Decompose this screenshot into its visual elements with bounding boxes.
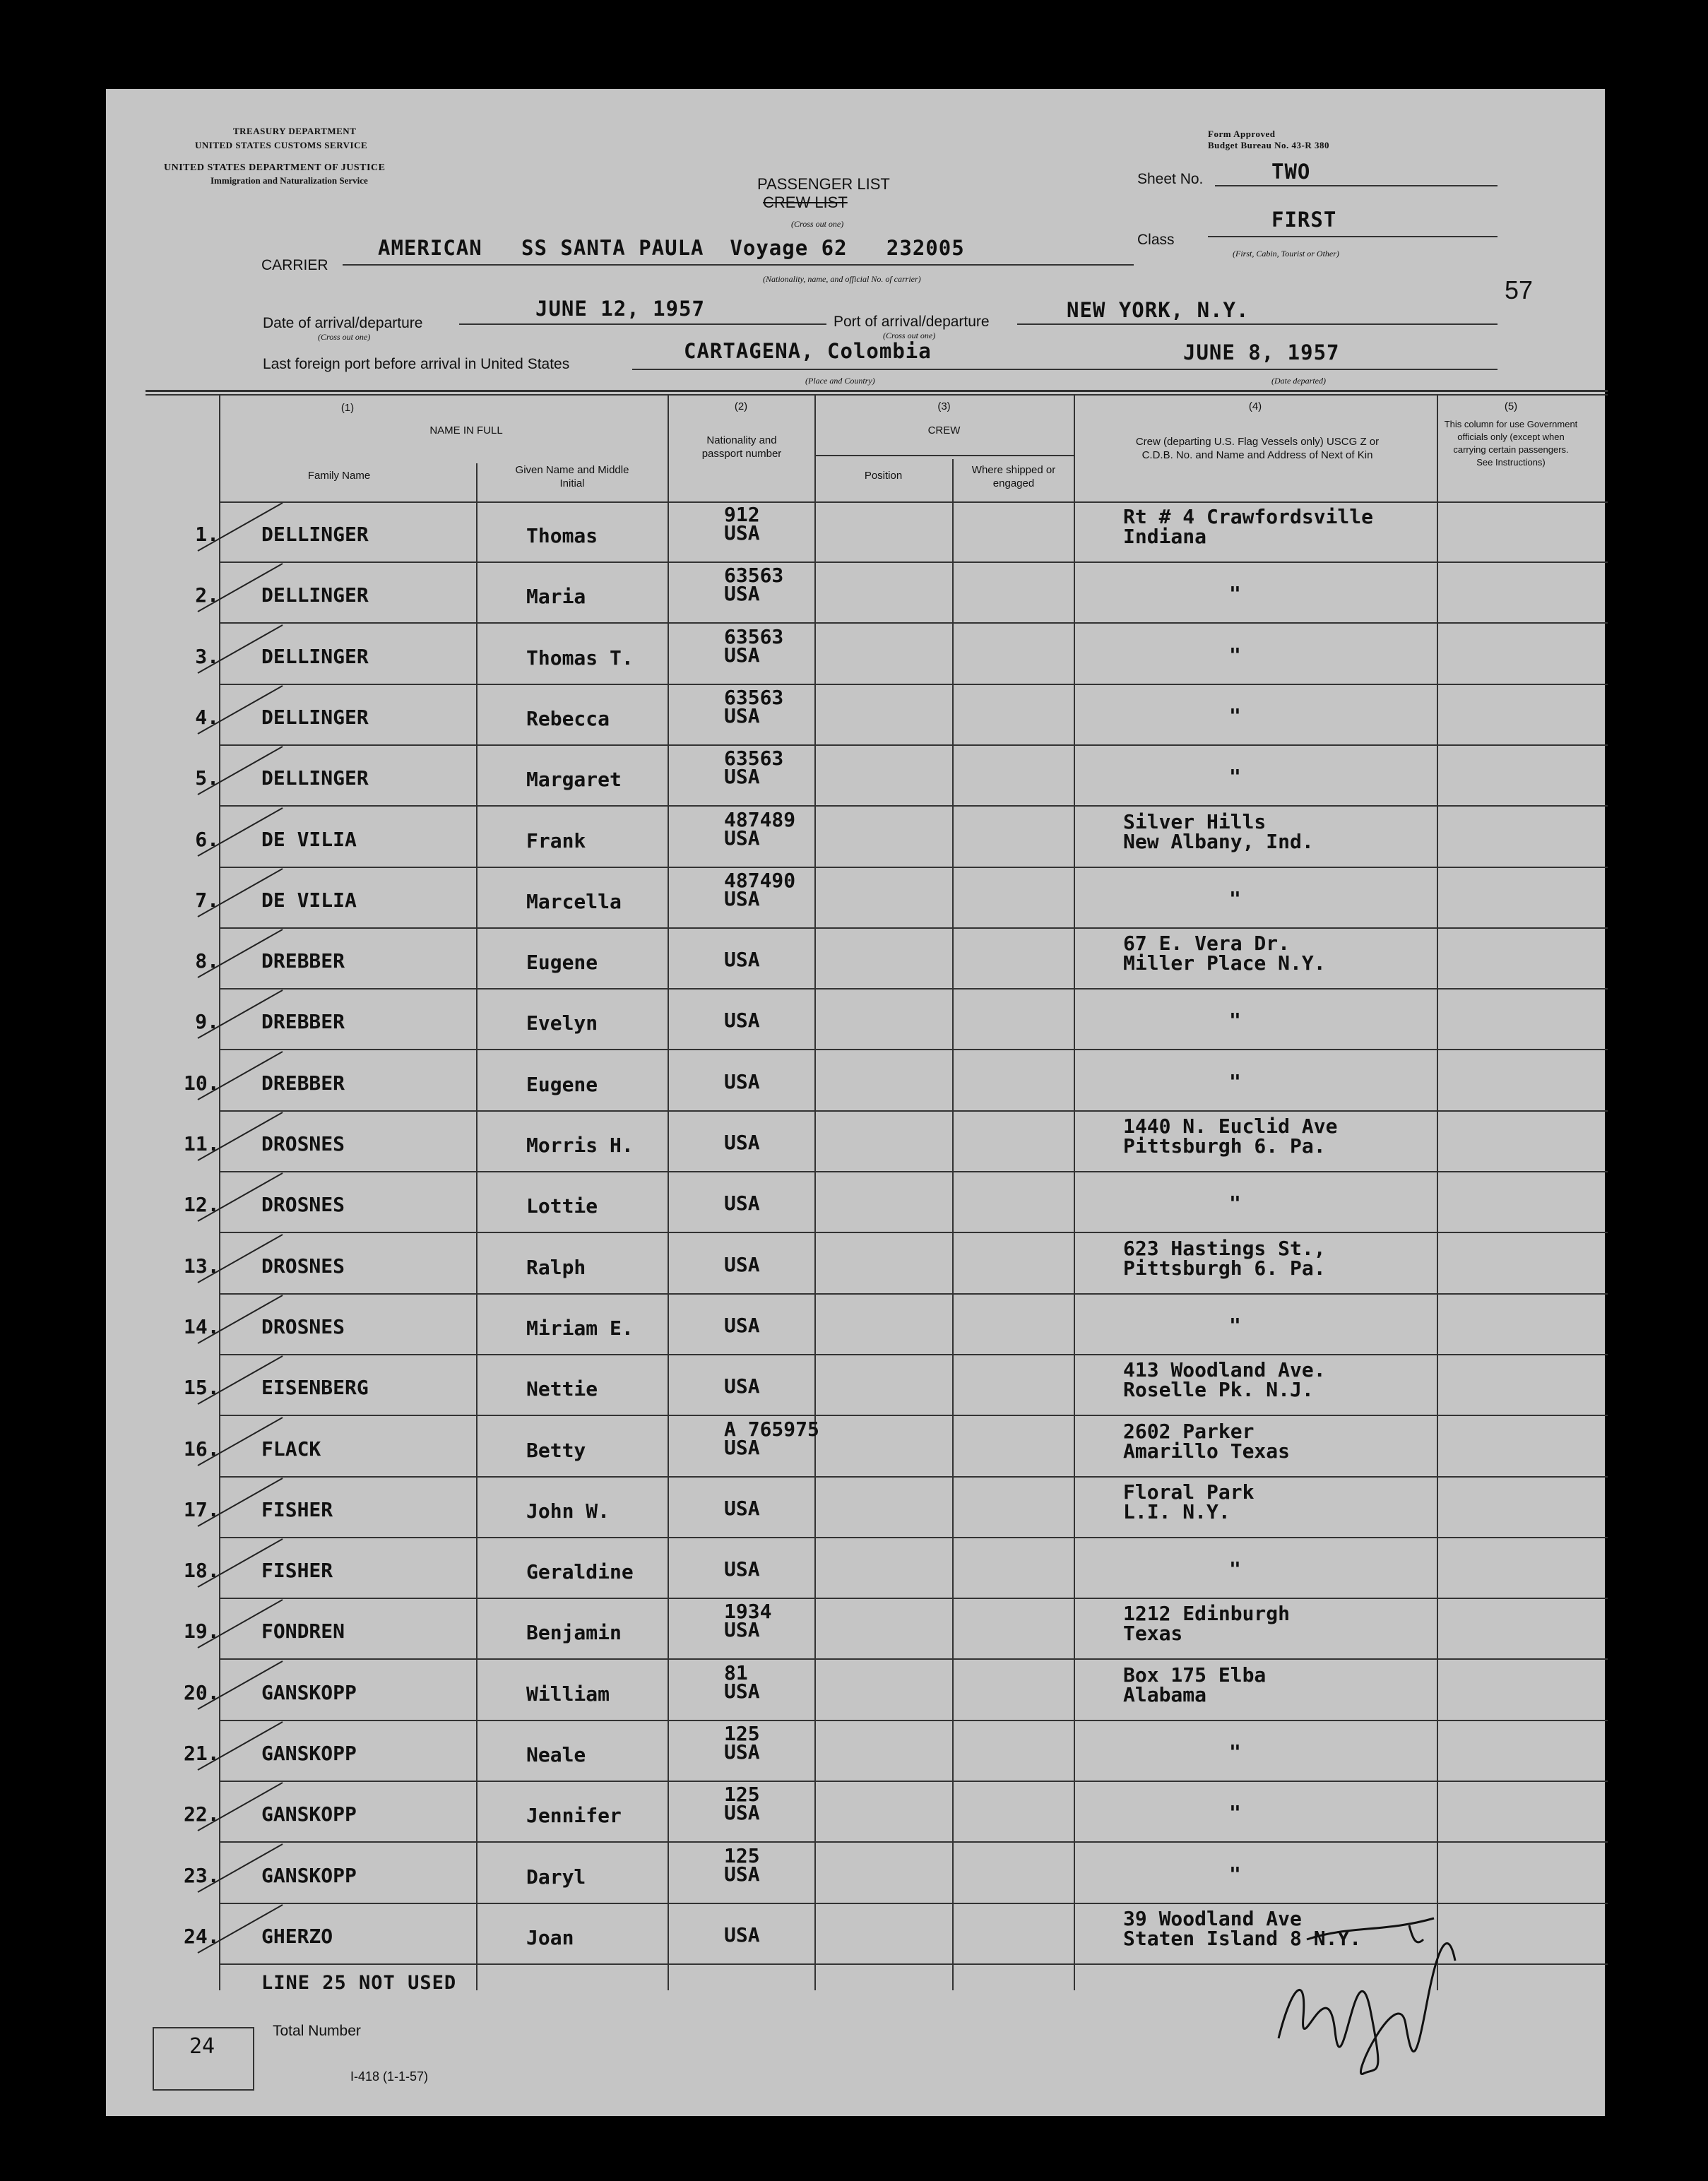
family-name-cell: DROSNES — [261, 1314, 345, 1338]
next-of-kin-address-line-1: 1212 Edinburgh — [1123, 1602, 1291, 1626]
passport-number-cell: 63563 — [724, 624, 784, 648]
row-number: 22. — [184, 1802, 220, 1826]
check-mark-icon — [191, 1715, 290, 1778]
sheet-value: TWO — [1271, 160, 1311, 184]
total-value: 24 — [189, 2034, 215, 2059]
check-mark-icon — [191, 1105, 290, 1169]
given-name-cell: Frank — [526, 828, 586, 852]
next-of-kin-address-line-2: Alabama — [1123, 1682, 1207, 1706]
row-number: 15. — [184, 1376, 220, 1400]
passport-number-cell: 912 — [724, 503, 760, 526]
family-name-cell: FONDREN — [261, 1620, 345, 1644]
where-shipped-header: Where shipped or engaged — [971, 464, 1056, 489]
crew-list-title: CREW LIST — [763, 194, 848, 211]
col4-title: Crew (departing U.S. Flag Vessels only) USCG Z or C.D.B. No. and Name and Address of Next of Kin — [1135, 436, 1380, 461]
given-name-cell: Rebecca — [526, 706, 610, 730]
row-number: 7. — [195, 888, 219, 912]
agency-line-4: Immigration and Naturalization Service — [210, 175, 368, 186]
given-name-cell: Betty — [526, 1438, 586, 1462]
ditto-mark: " — [1229, 1740, 1241, 1764]
row-number: 3. — [195, 644, 219, 668]
ditto-mark: " — [1229, 1862, 1241, 1886]
row-number: 5. — [195, 766, 219, 790]
row-number: 12. — [184, 1193, 220, 1217]
given-name-cell: Marcella — [526, 889, 622, 913]
ditto-mark: " — [1229, 1313, 1241, 1337]
next-of-kin-address-line-2: Texas — [1123, 1622, 1183, 1646]
passport-number-cell: 63563 — [724, 685, 784, 709]
nationality-cell: USA — [724, 1374, 760, 1398]
given-name-cell: Benjamin — [526, 1621, 622, 1645]
ditto-mark: " — [1229, 1009, 1241, 1033]
family-name-cell: GANSKOPP — [261, 1680, 357, 1704]
family-name-cell: DELLINGER — [261, 583, 369, 607]
given-name-cell: Jennifer — [526, 1804, 622, 1828]
total-box — [153, 2027, 254, 2091]
row-number: 8. — [195, 949, 219, 973]
family-name-cell: DELLINGER — [261, 523, 369, 546]
check-mark-icon — [191, 618, 290, 682]
table-row — [106, 989, 1605, 1050]
col5-title: This column for use Government officials only (except when carrying certain passengers. See Instructions) — [1444, 419, 1578, 468]
given-name-cell: Morris H. — [526, 1134, 634, 1157]
nationality-cell: USA — [724, 1801, 760, 1825]
ditto-mark: " — [1229, 1557, 1241, 1581]
col2-title: Nationality and passport number — [701, 434, 782, 460]
row-number: 4. — [195, 705, 219, 729]
check-mark-icon — [191, 1288, 290, 1352]
family-name-cell: DROSNES — [261, 1132, 345, 1155]
next-of-kin-address-line-1: 413 Woodland Ave. — [1123, 1358, 1326, 1382]
row-number: 14. — [184, 1314, 220, 1338]
given-name-cell: Maria — [526, 585, 586, 609]
next-of-kin-address-line-1: 39 Woodland Ave — [1123, 1906, 1302, 1930]
nationality-cell: USA — [724, 1740, 760, 1764]
table-row — [106, 684, 1605, 745]
last-port-value: CARTAGENA, Colombia — [684, 339, 932, 363]
passport-number-cell: 63563 — [724, 747, 784, 771]
carrier-note: (Nationality, name, and official No. of carrier) — [763, 274, 921, 284]
check-mark-icon — [191, 862, 290, 925]
nationality-cell: USA — [724, 886, 760, 910]
check-mark-icon — [191, 557, 290, 620]
form-number: I-418 (1-1-57) — [350, 2069, 429, 2084]
passport-number-cell: 487489 — [724, 807, 796, 831]
agency-line-2: UNITED STATES CUSTOMS SERVICE — [195, 140, 368, 150]
table-row — [106, 1294, 1605, 1355]
nationality-cell: USA — [724, 1069, 760, 1093]
given-name-cell: William — [526, 1682, 610, 1706]
class-label: Class — [1137, 232, 1175, 248]
col3-title: CREW — [927, 424, 961, 436]
table-row — [106, 745, 1605, 806]
date-note: (Cross out one) — [318, 332, 371, 342]
check-mark-icon — [191, 1654, 290, 1718]
sheet-label: Sheet No. — [1137, 171, 1204, 187]
signature — [1264, 1897, 1476, 2095]
family-name-cell: DREBBER — [261, 1071, 345, 1095]
family-name-cell: GHERZO — [261, 1924, 333, 1948]
nationality-cell: USA — [724, 1923, 760, 1947]
ditto-mark: " — [1229, 1069, 1241, 1093]
check-mark-icon — [191, 1045, 290, 1108]
given-name-cell: Miriam E. — [526, 1316, 634, 1340]
given-name-cell: Margaret — [526, 768, 622, 792]
table-row — [106, 1781, 1605, 1842]
given-name-cell: John W. — [526, 1499, 610, 1523]
family-name-cell: FISHER — [261, 1559, 333, 1583]
row-number: 20. — [184, 1680, 220, 1704]
nationality-cell: USA — [724, 765, 760, 789]
last-port-label: Last foreign port before arrival in United States — [263, 356, 570, 372]
ditto-mark: " — [1229, 643, 1241, 667]
nationality-cell: USA — [724, 582, 760, 606]
nationality-cell: USA — [724, 643, 760, 667]
col1-number: (1) — [340, 402, 355, 414]
next-of-kin-address-line-1: 623 Hastings St., — [1123, 1236, 1326, 1260]
next-of-kin-address-line-1: Box 175 Elba — [1123, 1663, 1267, 1687]
row-number: 24. — [184, 1924, 220, 1948]
table-row — [106, 1233, 1605, 1294]
given-name-cell: Neale — [526, 1743, 586, 1766]
check-mark-icon — [191, 1410, 290, 1474]
given-name-cell: Thomas T. — [526, 646, 634, 670]
passport-number-cell: 125 — [724, 1783, 760, 1807]
row-number: 10. — [184, 1071, 220, 1095]
family-name-cell: GANSKOPP — [261, 1863, 357, 1887]
date-value: JUNE 12, 1957 — [535, 297, 705, 321]
col2-number: (2) — [734, 400, 748, 412]
agency-line-3: UNITED STATES DEPARTMENT OF JUSTICE — [164, 162, 386, 173]
family-name-cell: DELLINGER — [261, 766, 369, 790]
table-row — [106, 867, 1605, 928]
row-number: 11. — [184, 1132, 220, 1155]
check-mark-icon — [191, 739, 290, 803]
carrier-label: CARRIER — [261, 257, 328, 273]
family-name-cell: DROSNES — [261, 1193, 345, 1217]
check-mark-icon — [191, 679, 290, 742]
line-25-note: LINE 25 NOT USED — [261, 1972, 457, 1994]
total-label: Total Number — [273, 2023, 361, 2039]
passport-number-cell: 125 — [724, 1722, 760, 1745]
nationality-cell: USA — [724, 521, 760, 545]
family-name-cell: DREBBER — [261, 1010, 345, 1034]
check-mark-icon — [191, 1837, 290, 1901]
nationality-cell: USA — [724, 1313, 760, 1337]
table-row — [106, 1172, 1605, 1232]
row-number: 19. — [184, 1620, 220, 1644]
family-name-cell: DE VILIA — [261, 827, 357, 851]
passport-number-cell: 81 — [724, 1660, 748, 1684]
check-mark-icon — [191, 801, 290, 864]
table-row — [106, 1598, 1605, 1659]
ditto-mark: " — [1229, 765, 1241, 789]
table-row — [106, 928, 1605, 989]
given-name-cell: Geraldine — [526, 1560, 634, 1584]
nationality-cell: USA — [724, 1435, 760, 1459]
last-port-note: (Place and Country) — [805, 376, 875, 386]
row-number: 2. — [195, 583, 219, 607]
col3-number: (3) — [937, 400, 951, 412]
next-of-kin-address-line-2: Miller Place N.Y. — [1123, 951, 1326, 975]
family-name-cell: DROSNES — [261, 1254, 345, 1278]
given-name-header: Given Name and Middle Initial — [515, 464, 629, 489]
row-number: 1. — [195, 523, 219, 546]
given-name-cell: Joan — [526, 1925, 574, 1949]
ditto-mark: " — [1229, 886, 1241, 910]
given-name-cell: Evelyn — [526, 1011, 598, 1035]
cross-out-note: (Cross out one) — [791, 219, 844, 229]
table-row — [106, 1111, 1605, 1172]
date-departed-note: (Date departed) — [1271, 376, 1326, 386]
next-of-kin-address-line-2: Roselle Pk. N.J. — [1123, 1378, 1314, 1402]
date-label: Date of arrival/departure — [263, 315, 423, 331]
ditto-mark: " — [1229, 582, 1241, 606]
next-of-kin-address-line-1: 1440 N. Euclid Ave — [1123, 1115, 1338, 1138]
next-of-kin-address-line-1: 67 E. Vera Dr. — [1123, 932, 1291, 956]
given-name-cell: Eugene — [526, 951, 598, 975]
nationality-cell: USA — [724, 1252, 760, 1276]
row-number: 23. — [184, 1863, 220, 1887]
next-of-kin-address-line-2: L.I. N.Y. — [1123, 1499, 1230, 1523]
family-name-cell: DELLINGER — [261, 644, 369, 668]
passport-number-cell: 125 — [724, 1843, 760, 1867]
next-of-kin-address-line-1: Silver Hills — [1123, 809, 1267, 833]
nationality-cell: USA — [724, 826, 760, 850]
next-of-kin-address-line-2: Pittsburgh 6. Pa. — [1123, 1134, 1326, 1158]
family-name-cell: DELLINGER — [261, 705, 369, 729]
family-name-cell: DREBBER — [261, 949, 345, 973]
passport-number-cell: A 765975 — [724, 1417, 819, 1441]
position-header: Position — [864, 470, 903, 482]
given-name-cell: Thomas — [526, 524, 598, 547]
next-of-kin-address-line-2: Amarillo Texas — [1123, 1439, 1291, 1463]
ditto-mark: " — [1229, 1191, 1241, 1216]
row-number: 17. — [184, 1497, 220, 1521]
passport-number-cell: 63563 — [724, 564, 784, 588]
table-row — [106, 1538, 1605, 1598]
passport-number-cell: 1934 — [724, 1600, 772, 1624]
table-row — [106, 1050, 1605, 1111]
check-mark-icon — [191, 1593, 290, 1656]
nationality-cell: USA — [724, 1862, 760, 1886]
family-name-cell: FLACK — [261, 1437, 321, 1461]
family-name-cell: EISENBERG — [261, 1376, 369, 1400]
carrier-value: AMERICAN SS SANTA PAULA Voyage 62 232005 — [378, 236, 965, 260]
nationality-cell: USA — [724, 1557, 760, 1581]
page-number: 57 — [1505, 275, 1534, 304]
nationality-cell: USA — [724, 1131, 760, 1154]
given-name-cell: Ralph — [526, 1255, 586, 1279]
next-of-kin-address-line-1: Rt # 4 Crawfordsville — [1123, 505, 1374, 528]
table-row — [106, 1355, 1605, 1415]
check-mark-icon — [191, 1349, 290, 1413]
table-row — [106, 624, 1605, 684]
col5-number: (5) — [1504, 400, 1518, 412]
table-row — [106, 501, 1605, 562]
table-row — [106, 807, 1605, 867]
class-value: FIRST — [1271, 208, 1337, 232]
check-mark-icon — [191, 983, 290, 1047]
class-note: (First, Cabin, Tourist or Other) — [1233, 249, 1339, 258]
col4-number: (4) — [1248, 400, 1262, 412]
nationality-cell: USA — [724, 948, 760, 972]
family-name-header: Family Name — [307, 470, 371, 482]
check-mark-icon — [191, 496, 290, 559]
row-number: 18. — [184, 1559, 220, 1583]
check-mark-icon — [191, 1471, 290, 1535]
budget-bureau: Budget Bureau No. 43-R 380 — [1208, 140, 1330, 150]
check-mark-icon — [191, 1532, 290, 1595]
row-number: 16. — [184, 1437, 220, 1461]
nationality-cell: USA — [724, 1191, 760, 1216]
nationality-cell: USA — [724, 1496, 760, 1520]
given-name-cell: Eugene — [526, 1072, 598, 1096]
row-number: 9. — [195, 1010, 219, 1034]
nationality-cell: USA — [724, 1618, 760, 1642]
passenger-list-title: PASSENGER LIST — [757, 175, 890, 193]
nationality-cell: USA — [724, 1009, 760, 1033]
manifest-page — [106, 89, 1605, 2116]
next-of-kin-address-line-2: New Albany, Ind. — [1123, 829, 1314, 853]
next-of-kin-address-line-2: Staten Island 8 N.Y. — [1123, 1926, 1362, 1950]
port-note: (Cross out one) — [883, 331, 936, 340]
family-name-cell: DE VILIA — [261, 888, 357, 912]
check-mark-icon — [191, 1228, 290, 1291]
table-row — [106, 562, 1605, 623]
row-number: 6. — [195, 827, 219, 851]
table-row — [106, 1721, 1605, 1781]
port-value: NEW YORK, N.Y. — [1067, 298, 1250, 322]
next-of-kin-address-line-2: Indiana — [1123, 525, 1207, 548]
family-name-cell: FISHER — [261, 1497, 333, 1521]
check-mark-icon — [191, 1166, 290, 1230]
family-name-cell: GANSKOPP — [261, 1802, 357, 1826]
given-name-cell: Daryl — [526, 1865, 586, 1889]
agency-line-1: TREASURY DEPARTMENT — [233, 126, 357, 136]
check-mark-icon — [191, 922, 290, 986]
given-name-cell: Nettie — [526, 1377, 598, 1401]
family-name-cell: GANSKOPP — [261, 1742, 357, 1765]
next-of-kin-address-line-1: 2602 Parker — [1123, 1419, 1255, 1443]
check-mark-icon — [191, 1776, 290, 1839]
date-departed-value: JUNE 8, 1957 — [1183, 340, 1340, 364]
row-number: 21. — [184, 1742, 220, 1765]
table-row — [106, 1416, 1605, 1477]
table-row — [106, 1843, 1605, 1903]
next-of-kin-address-line-1: Floral Park — [1123, 1480, 1255, 1504]
ditto-mark: " — [1229, 703, 1241, 727]
next-of-kin-address-line-2: Pittsburgh 6. Pa. — [1123, 1256, 1326, 1280]
passport-number-cell: 487490 — [724, 868, 796, 892]
col1-title: NAME IN FULL — [429, 424, 503, 436]
given-name-cell: Lottie — [526, 1194, 598, 1218]
row-number: 13. — [184, 1254, 220, 1278]
form-approved: Form Approved — [1208, 129, 1276, 139]
table-row — [106, 1660, 1605, 1721]
port-label: Port of arrival/departure — [834, 314, 990, 330]
check-mark-icon — [191, 1898, 290, 1961]
ditto-mark: " — [1229, 1801, 1241, 1825]
nationality-cell: USA — [724, 703, 760, 727]
nationality-cell: USA — [724, 1679, 760, 1703]
table-row — [106, 1477, 1605, 1538]
